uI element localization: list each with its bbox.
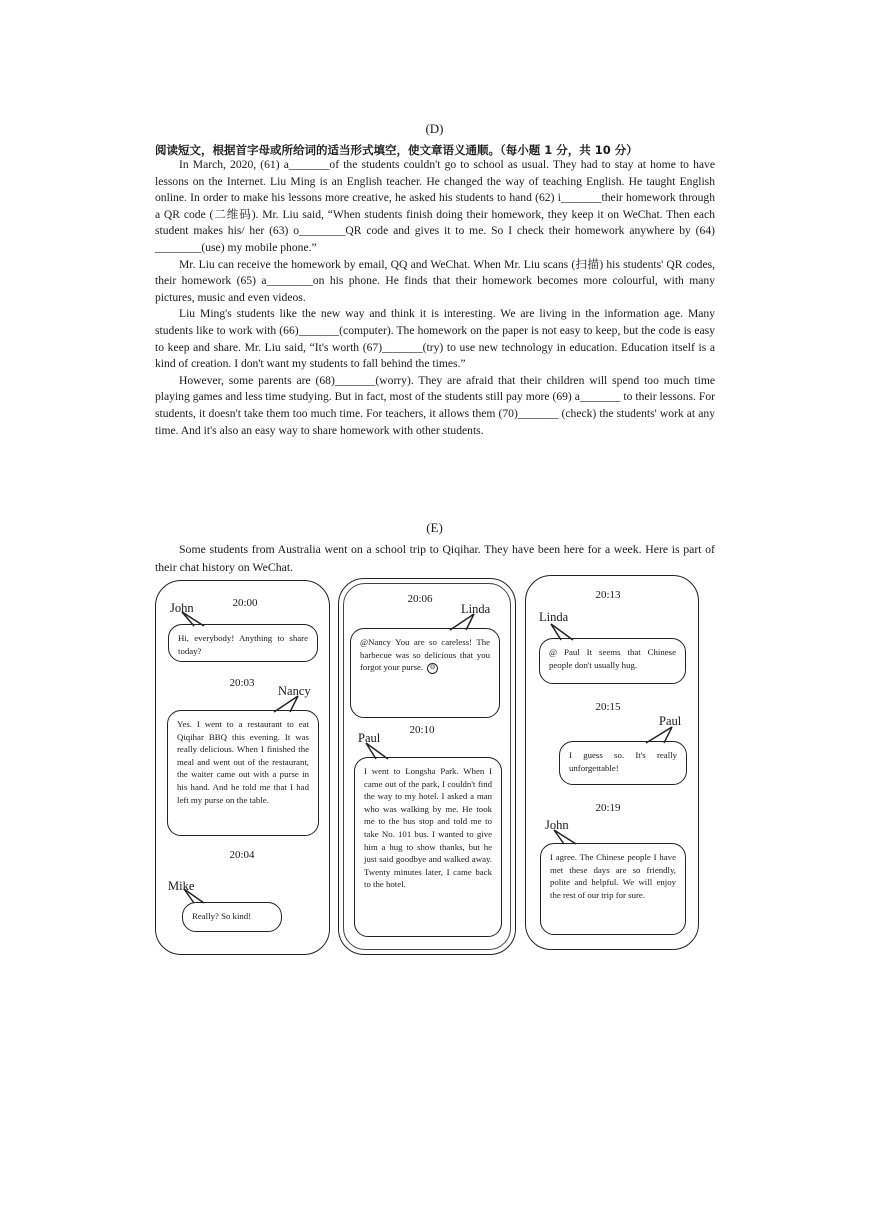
chat-bubble: Really? So kind! [182,902,282,932]
sender-name: John [170,601,194,615]
bubble-tail [549,624,575,642]
chat-bubble: I agree. The Chinese people I have met these days are so friendly, polite and helpful. We will enjoy the rest of our trip for sure. [540,843,686,935]
message-time: 20:19 [595,802,621,814]
intro-text: Some students from Australia went on a school trip to Qiqihar. They have been here for a week. Here is part of their chat history on WeChat. [155,542,715,574]
message-time: 20:13 [595,589,621,601]
paragraph: In March, 2020, (61) a_______of the students couldn't go to school as usual. They had to stay at home to have lessons on the Internet. Liu Ming is an English teacher. He changed the way of teaching English. He taught English online. In order to make his lessons more creative, he asked his students to hand (62) i_______their homework through a QR code (二维码). Mr. Liu said, “When students finish doing their homework, they keep it on WeChat. Then each student makes his/ her (63) o________QR code and gives it to me. So I check their homework anywhere by (64) ________(use) my mobile phone.” [155,158,715,254]
paragraph: Mr. Liu can receive the homework by email, QQ and WeChat. When Mr. Liu scans (扫描) his students' QR codes, their homework (65) a________on his phone. He finds that their homework becomes more colourful, with many pictures, music and even videos. [155,257,715,304]
bubble-tail [180,612,206,628]
bubble-tail [640,727,674,745]
passage-e-intro [155,540,715,576]
chat-bubble: @ Paul It seems that Chinese people don't usually hug. [539,638,686,684]
chat-bubble: I went to Longsha Park. When I came out of the park, I couldn't find the way to my hotel. I asked a man who was walking by me. He took me to the bus stop and told me to take No. 101 bus. I wanted to give him a hug to show thanks, but he just said goodbye and walked away. Twenty minutes later, I came back to the hotel. [354,757,502,937]
message-time: 20:15 [595,701,621,713]
paragraph: Liu Ming's students like the new way and think it is interesting. We are living in the information age. Many students like to work with (66)_______(computer). The homework on the paper is not easy to keep, but the code is easy to keep and share. Mr. Liu said, “It's worth (67)_______(try) to use new technology in education. Education itself is a kind of creation. I don't want my students to fall behind the times.” [155,307,715,371]
bubble-tail [444,614,476,632]
chat-bubble [350,628,500,718]
passage-d [155,157,715,439]
bubble-tail [182,889,206,905]
instructions: 阅读短文，根据首字母或所给词的适当形式填空，使文章语义通顺。（每小题 1 分，共 10 分） [155,143,638,157]
paragraph: However, some parents are (68)_______(worry). They are afraid that their children will spend too much time playing games and less time studying. But in fact, most of the students still pay more (69) a_______ to their lessons. For students, it doesn't take them too much time. For teachers, it allows them (70)_______ (check) the students' work at any time. And it's also an easy way to share homework with other students. [155,373,715,437]
sender-name: Linda [539,610,569,624]
chat-bubble: I guess so. It's really unforgettable! [559,741,687,785]
message-time: 20:10 [409,724,435,736]
sender-name: Linda [461,602,491,616]
sender-name: Paul [358,731,381,745]
sender-name: Paul [659,714,682,728]
message-time: 20:00 [232,597,258,609]
bubble-tail [270,696,300,714]
chat-bubble: Yes. I went to a restaurant to eat Qiqihar BBQ this evening. It was really delicious. When I finished the meal and went out of the restaurant, the waiter came out with a purse in his hand. And he told me that I had left my purse on the table. [167,710,319,836]
message-time: 20:03 [229,677,255,689]
message-time: 20:04 [229,849,255,861]
section-d-heading: (D) [425,121,444,136]
section-e-heading: (E) [426,520,443,535]
bubble-tail [364,743,390,761]
message-time: 20:06 [407,593,433,605]
sad-face-icon: ☹ [427,663,438,674]
chat-bubble: Hi, everybody! Anything to share today? [168,624,318,662]
sender-name: Nancy [278,684,311,698]
bubble-tail [552,830,578,846]
sender-name: Mike [168,879,195,893]
message-text: @Nancy You are so careless! The barbecue was so delicious that you forgot your purse. [360,637,490,673]
sender-name: John [545,818,569,832]
